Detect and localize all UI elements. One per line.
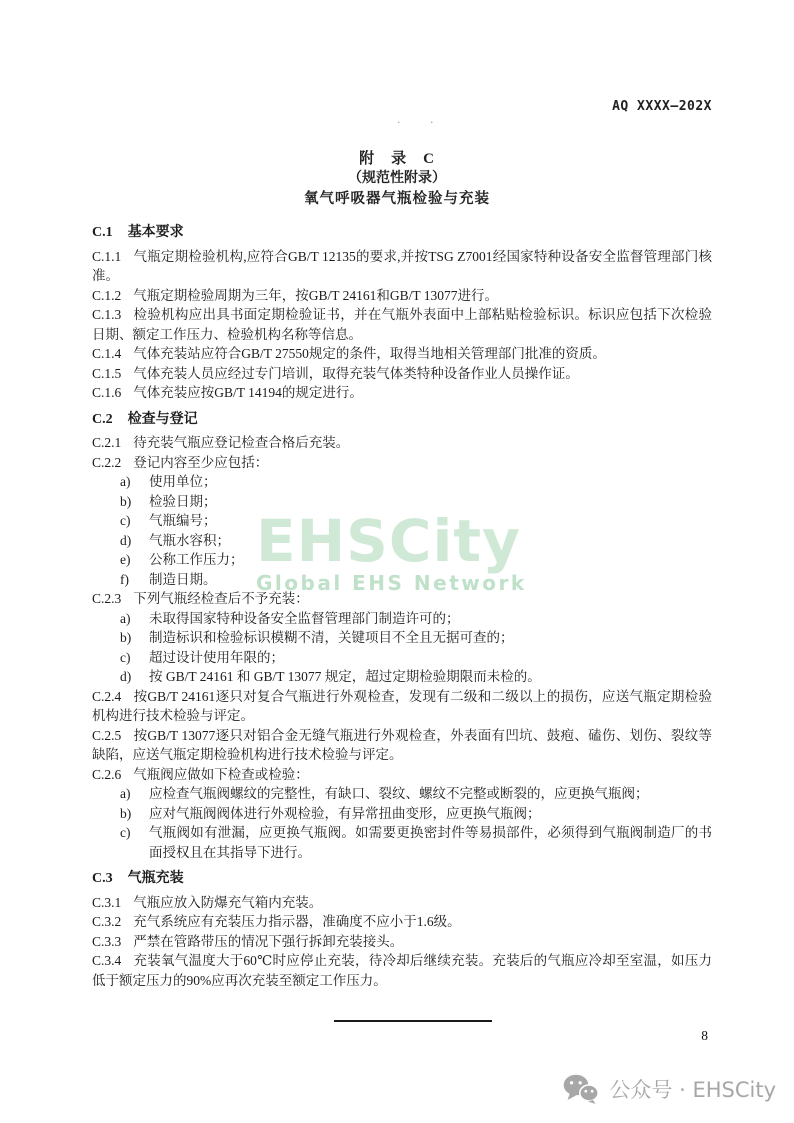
- clause-number: C.1.5: [92, 365, 122, 381]
- clause: [92, 247, 712, 286]
- list-item: [92, 511, 712, 531]
- list-item-text: 气瓶编号；: [149, 513, 217, 528]
- scan-dots-artifact: · ·: [397, 116, 447, 129]
- ehscity-watermark-logo: EHSCity: [256, 507, 521, 575]
- document-body: [92, 216, 712, 990]
- clause-text: 按GB/T 24161逐只对复合气瓶进行外观检查，发现有二级和二级以上的损伤，应送气瓶定期检验机构进行技术检验与评定。: [92, 688, 712, 723]
- clause-text: 气瓶定期检验机构,应符合GB/T 12135的要求,并按TSG Z7001经国家特种设备安全监督管理部门核准。: [92, 248, 712, 283]
- list-item: [92, 784, 712, 804]
- clause-text: 按GB/T 13077逐只对铝合金无缝气瓶进行外观检查，外表面有凹坑、鼓疱、磕伤、划伤、裂纹等缺陷，应送气瓶定期检验机构进行技术检验与评定。: [92, 727, 712, 762]
- list-item-text: 制造日期。: [149, 571, 217, 587]
- list-marker: f): [120, 571, 129, 587]
- clause: [92, 912, 712, 932]
- clause-number: C.3.4: [92, 953, 122, 968]
- list-item: [92, 531, 712, 551]
- list-marker: b): [120, 630, 132, 645]
- clause-text: 下列气瓶经检查后不予充装：: [133, 591, 309, 606]
- clause-text: 气瓶应放入防爆充气箱内充装。: [133, 894, 323, 910]
- clause-number: C.1.6: [92, 385, 122, 400]
- clause-number: C.2.3: [92, 591, 122, 606]
- clause-number: C.1.2: [92, 287, 122, 303]
- wechat-account-text: 公众号 · EHSCity: [609, 1078, 776, 1102]
- clause: [92, 765, 712, 785]
- list-marker: e): [120, 552, 131, 567]
- clause: [92, 305, 712, 344]
- end-of-document-rule: [334, 1020, 492, 1022]
- list-marker: b): [120, 805, 132, 821]
- clause: [92, 726, 712, 765]
- section-heading: [92, 410, 712, 430]
- clause: [92, 932, 712, 952]
- clause-number: C.3: [92, 871, 113, 886]
- clause: [92, 893, 712, 913]
- section-heading-text: 检查与登记: [127, 411, 198, 427]
- section-heading: [92, 869, 712, 889]
- list-item-text: 公称工作压力；: [149, 552, 244, 567]
- clause-number: C.2: [92, 411, 113, 427]
- list-item: [92, 472, 712, 492]
- clause-number: C.2.2: [92, 454, 122, 470]
- page-number: 8: [701, 1028, 708, 1043]
- list-item: [92, 628, 712, 648]
- list-item: [92, 648, 712, 668]
- clause: [92, 286, 712, 306]
- appendix-title: 附 录 C: [359, 151, 435, 167]
- list-item-text: 按 GB/T 24161 和 GB/T 13077 规定，超过定期检验期限而未检的。: [149, 669, 541, 684]
- list-item-text: 气瓶阀如有泄漏，应更换气瓶阀。如需要更换密封件等易损部件，必须得到气瓶阀制造厂的书面授权且在其指导下进行。: [149, 825, 712, 860]
- appendix-title-block: [0, 149, 794, 209]
- clause: [92, 589, 712, 609]
- list-item: [92, 804, 712, 824]
- clause-number: C.3.1: [92, 894, 122, 910]
- list-item-text: 制造标识和检验标识模糊不清，关键项目不全且无据可查的；: [149, 630, 514, 645]
- clause-text: 待充装气瓶应登记检查合格后充装。: [133, 435, 350, 450]
- list-item: [92, 570, 712, 590]
- clause-number: C.2.6: [92, 766, 122, 782]
- clause-number: C.3.3: [92, 933, 122, 949]
- appendix-type-note: （规范性附录）: [348, 171, 446, 186]
- list-marker: a): [120, 610, 131, 626]
- list-marker: c): [120, 513, 131, 528]
- clause-text: 检验机构应出具书面定期检验证书，并在气瓶外表面中上部粘贴检验标识。标识应包括下次检验日期、额定工作压力、检验机构名称等信息。: [92, 307, 712, 342]
- clause-number: C.1: [92, 225, 113, 240]
- clause-text: 气体充装应按GB/T 14194的规定进行。: [133, 385, 363, 400]
- list-item-text: 使用单位；: [149, 474, 217, 489]
- clause-text: 充装氧气温度大于60℃时应停止充装，待冷却后继续充装。充装后的气瓶应冷却至室温，如压力低于额定压力的90%应再次充装至额定工作压力。: [92, 953, 712, 988]
- section-heading-text: 气瓶充装: [127, 871, 184, 886]
- clause: [92, 344, 712, 364]
- clause-text: 严禁在管路带压的情况下强行拆卸充装接头。: [133, 933, 404, 949]
- section-heading-text: 基本要求: [127, 225, 184, 240]
- clause-number: C.2.1: [92, 435, 122, 450]
- list-marker: a): [120, 474, 131, 489]
- section-heading: [92, 223, 712, 243]
- clause: [92, 364, 712, 384]
- list-marker: b): [120, 493, 132, 509]
- list-item-text: 应对气瓶阀阀体进行外观检验，有异常扭曲变形，应更换气瓶阀；: [149, 805, 541, 821]
- clause: [92, 951, 712, 990]
- list-item: [92, 609, 712, 629]
- list-marker: a): [120, 786, 131, 801]
- clause-number: C.2.4: [92, 688, 122, 704]
- list-item-text: 应检查气瓶阀螺纹的完整性，有缺口、裂纹、螺纹不完整或断裂的，应更换气瓶阀；: [149, 786, 649, 801]
- clause-text: 登记内容至少应包括：: [133, 454, 269, 470]
- appendix-subject: 氧气呼吸器气瓶检验与充装: [304, 191, 490, 207]
- clause-text: 气体充装人员应经过专门培训，取得充装气体类特种设备作业人员操作证。: [133, 365, 579, 381]
- ehscity-watermark-tagline: Global EHS Network: [256, 571, 527, 595]
- clause: [92, 453, 712, 473]
- list-item-text: 未取得国家特种设备安全监督管理部门制造许可的；: [149, 610, 460, 626]
- clause: [92, 433, 712, 453]
- clause: [92, 383, 712, 403]
- clause-number: C.1.4: [92, 346, 122, 361]
- clause-number: C.1.3: [92, 307, 122, 322]
- wechat-icon: [563, 1074, 599, 1104]
- list-item-text: 检验日期；: [149, 493, 217, 509]
- list-item: [92, 492, 712, 512]
- clause-number: C.1.1: [92, 248, 122, 264]
- clause-text: 气体充装站应符合GB/T 27550规定的条件，取得当地相关管理部门批准的资质。: [133, 346, 606, 361]
- list-marker: d): [120, 532, 132, 548]
- clause-number: C.3.2: [92, 914, 122, 929]
- wechat-account-badge: [563, 1074, 776, 1104]
- list-item-text: 超过设计使用年限的；: [149, 649, 284, 665]
- clause-text: 充气系统应有充装压力指示器，准确度不应小于1.6级。: [133, 914, 461, 929]
- doc-code: AQ XXXX—202X: [612, 99, 712, 114]
- list-item: [92, 550, 712, 570]
- clause-text: 气瓶定期检验周期为三年，按GB/T 24161和GB/T 13077进行。: [133, 287, 499, 303]
- list-item: [92, 667, 712, 687]
- clause-number: C.2.5: [92, 727, 122, 743]
- clause: [92, 687, 712, 726]
- list-item: [92, 823, 712, 862]
- list-item-text: 气瓶水容积；: [149, 532, 230, 548]
- list-marker: c): [120, 825, 131, 840]
- clause-text: 气瓶阀应做如下检查或检验：: [133, 766, 309, 782]
- list-marker: d): [120, 669, 132, 684]
- list-marker: c): [120, 649, 131, 665]
